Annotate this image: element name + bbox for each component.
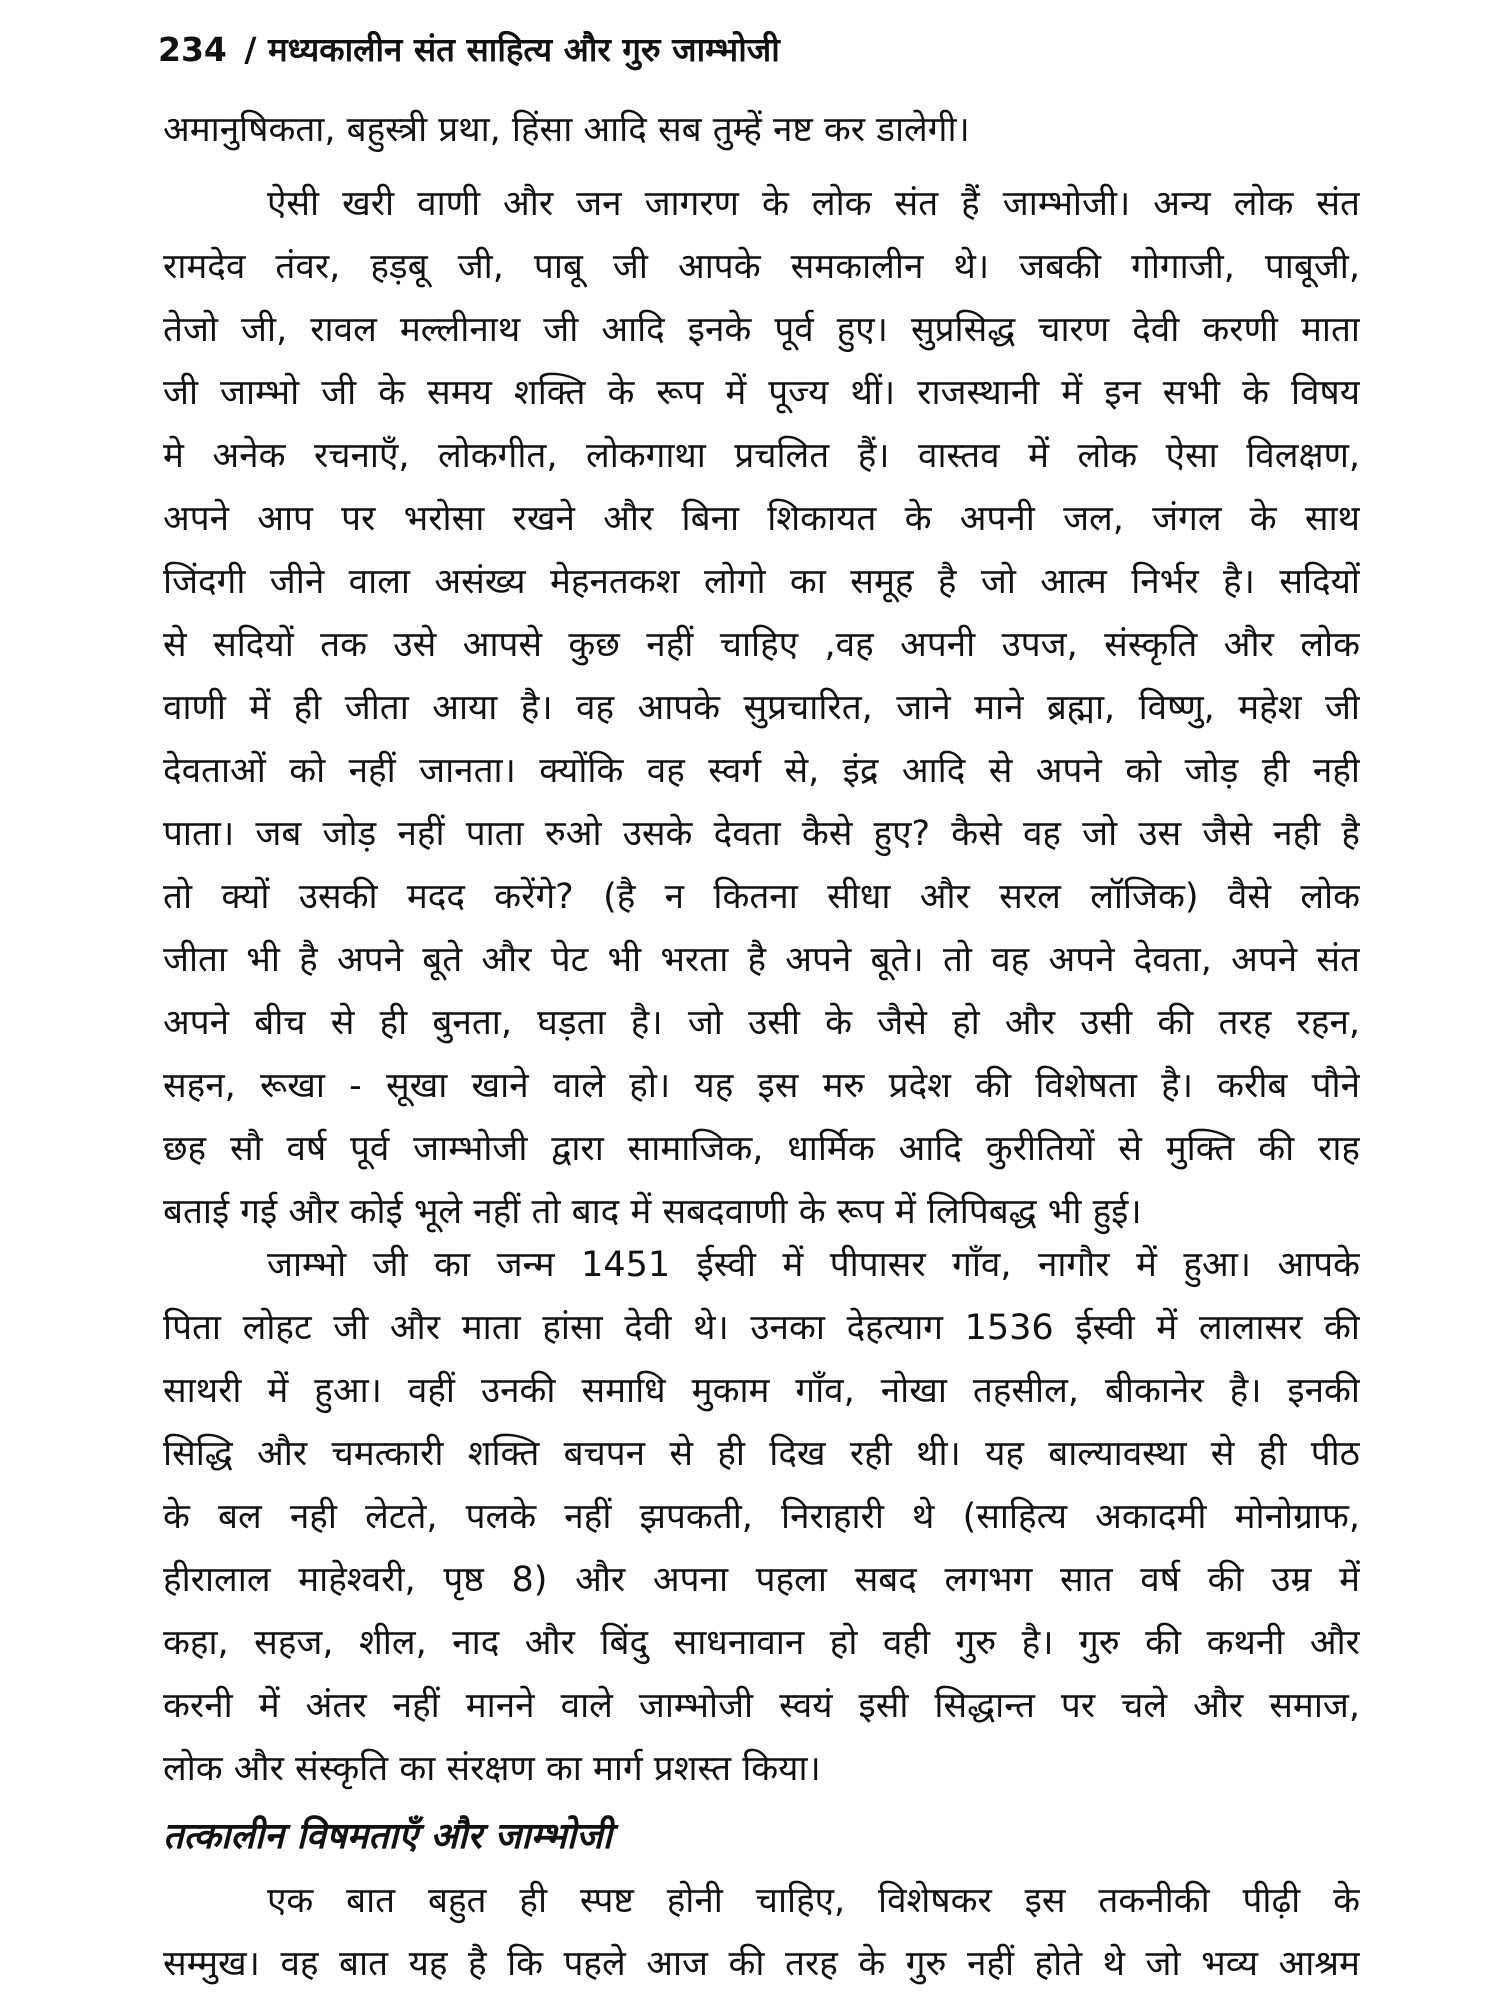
book-title: मध्यकालीन संत साहित्य और गुरु जाम्भोजी [267, 30, 780, 69]
text-line: छह सौ वर्ष पूर्व जाम्भोजी द्वारा सामाजिक, धार्मिक आदि कुरीतियों से मुक्ति की राह [163, 1129, 1360, 1169]
section-heading: तत्कालीन विषमताएँ और जाम्भोजी [163, 1816, 613, 1857]
text-line: वाणी में ही जीता आया है। वह आपके सुप्रचारित, जाने माने ब्रह्मा, विष्णु, महेश जी [163, 688, 1360, 728]
text-line: सिद्धि और चमत्कारी शक्ति बचपन से ही दिख रही थी। यह बाल्यावस्था से ही पीठ [163, 1434, 1360, 1474]
paragraph-biography [163, 1234, 1360, 1801]
text-line: लोक और संस्कृति का संरक्षण का मार्ग प्रशस्त किया। [163, 1749, 821, 1789]
text-line: अपने आप पर भरोसा रखने और बिना शिकायत के अपनी जल, जंगल के साथ [163, 499, 1360, 539]
text-line: कहा, सहज, शील, नाद और बिंदु साधनावान हो वही गुरु है। गुरु की कथनी और [163, 1623, 1360, 1663]
text-line: पिता लोहट जी और माता हांसा देवी थे। उनका देहत्याग 1536 ईस्वी में लालासर की [163, 1308, 1360, 1348]
text-line: देवताओं को नहीं जानता। क्योंकि वह स्वर्ग से, इंद्र आदि से अपने को जोड़ ही नही [163, 751, 1360, 791]
text-line: अपने बीच से ही बुनता, घड़ता है। जो उसी के जैसे हो और उसी की तरह रहन, [163, 1003, 1360, 1043]
text-line: हीरालाल माहेश्वरी, पृष्ठ 8) और अपना पहला सबद लगभग सात वर्ष की उम्र में [163, 1560, 1360, 1600]
running-header [158, 28, 1358, 72]
text-line: साथरी में हुआ। वहीं उनकी समाधि मुकाम गाँव, नोखा तहसील, बीकानेर है। इनकी [163, 1371, 1360, 1411]
text-line: सहन, रूखा - सूखा खाने वाले हो। यह इस मरु प्रदेश की विशेषता है। करीब पौने [163, 1066, 1360, 1106]
text-line: मे अनेक रचनाएँ, लोकगीत, लोकगाथा प्रचलित हैं। वास्तव में लोक ऐसा विलक्षण, [163, 436, 1360, 476]
text-line: अमानुषिकता, बहुस्त्री प्रथा, हिंसा आदि सब तुम्हें नष्ट कर डालेगी। [163, 110, 970, 150]
text-line: से सदियों तक उसे आपसे कुछ नहीं चाहिए ,वह अपनी उपज, संस्कृति और लोक [163, 625, 1360, 665]
paragraph-continuation [163, 99, 1360, 162]
page-number: 234 [158, 30, 227, 69]
paragraph-section-intro [163, 1870, 1360, 1996]
text-line: जी जाम्भो जी के समय शक्ति के रूप में पूज्य थीं। राजस्थानी में इन सभी के विषय [163, 373, 1360, 413]
paragraph-folk-saints [163, 173, 1360, 1244]
text-line: ऐसी खरी वाणी और जन जागरण के लोक संत हैं जाम्भोजी। अन्य लोक संत [267, 184, 1360, 224]
text-line: सम्मुख। वह बात यह है कि पहले आज की तरह के गुरु नहीं होते थे जो भव्य आश्रम [163, 1944, 1360, 1984]
text-line: तो क्यों उसकी मदद करेंगे? (है न कितना सीधा और सरल लॉजिक) वैसे लोक [163, 877, 1360, 917]
text-line: जिंदगी जीने वाला असंख्य मेहनतकश लोगो का समूह है जो आत्म निर्भर है। सदियों [163, 562, 1360, 602]
header-separator: / [244, 30, 257, 69]
text-line: के बल नही लेटते, पलके नहीं झपकती, निराहारी थे (साहित्य अकादमी मोनोग्राफ, [163, 1497, 1360, 1537]
text-line: पाता। जब जोड़ नहीं पाता रुओ उसके देवता कैसे हुए? कैसे वह जो उस जैसे नही है [163, 814, 1360, 854]
text-line: जीता भी है अपने बूते और पेट भी भरता है अपने बूते। तो वह अपने देवता, अपने संत [163, 940, 1360, 980]
text-line: एक बात बहुत ही स्पष्ट होनी चाहिए, विशेषकर इस तकनीकी पीढ़ी के [267, 1881, 1360, 1921]
text-line: करनी में अंतर नहीं मानने वाले जाम्भोजी स्वयं इसी सिद्धान्त पर चले और समाज, [163, 1686, 1360, 1726]
text-line: तेजो जी, रावल मल्लीनाथ जी आदि इनके पूर्व हुए। सुप्रसिद्ध चारण देवी करणी माता [163, 310, 1360, 350]
text-line: रामदेव तंवर, हड़बू जी, पाबू जी आपके समकालीन थे। जबकी गोगाजी, पाबूजी, [163, 247, 1360, 287]
text-line: जाम्भो जी का जन्म 1451 ईस्वी में पीपासर गाँव, नागौर में हुआ। आपके [267, 1245, 1360, 1285]
text-line: बताई गई और कोई भूले नहीं तो बाद में सबदवाणी के रूप में लिपिबद्ध भी हुई। [163, 1192, 1142, 1232]
